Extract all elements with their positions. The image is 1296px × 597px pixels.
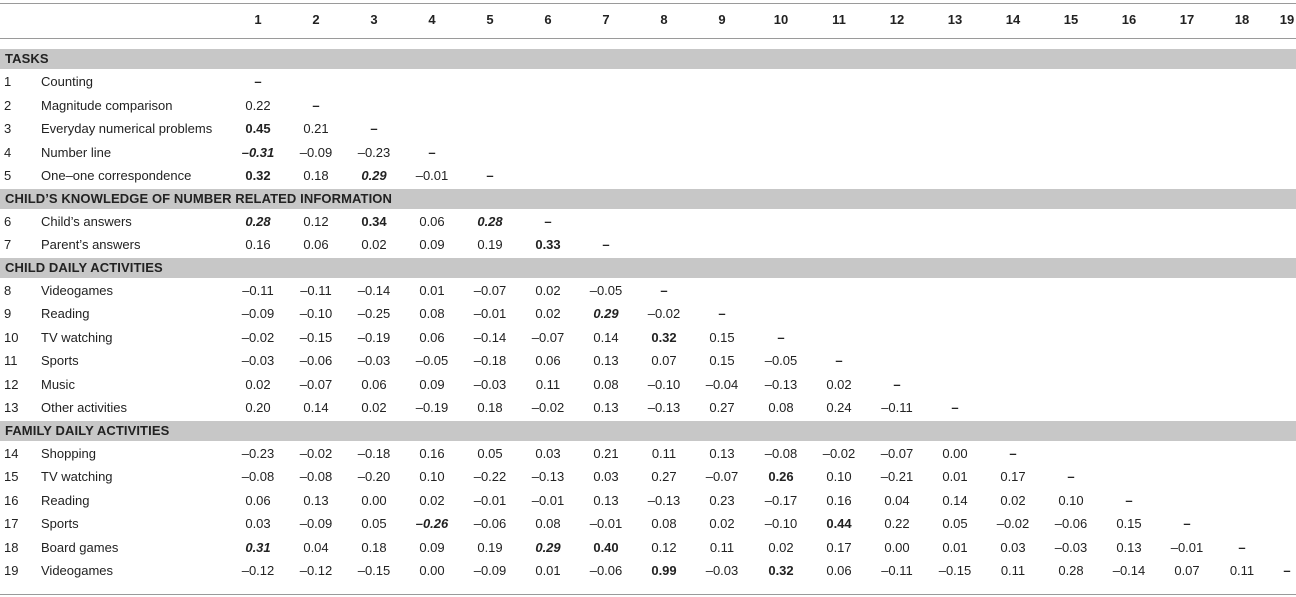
correlation-cell: 0.12 (303, 213, 329, 229)
correlation-cell: –0.06 (1054, 516, 1088, 531)
correlation-cell: 0.02 (419, 492, 445, 508)
correlation-cell: –0.14 (1112, 563, 1146, 578)
correlation-cell: –0.01 (415, 168, 449, 183)
correlation-cell: 0.03 (245, 516, 271, 531)
row-label: Reading (41, 492, 90, 508)
row-number: 16 (4, 492, 19, 508)
correlation-cell: 0.32 (245, 168, 271, 183)
correlation-cell: – (1009, 445, 1017, 461)
correlation-cell: 0.13 (709, 445, 735, 461)
correlation-cell: 0.00 (361, 492, 387, 508)
correlation-cell: 0.06 (245, 492, 271, 508)
correlation-cell: 0.08 (593, 376, 619, 392)
correlation-cell: 0.31 (245, 539, 271, 555)
column-header: 3 (370, 12, 378, 27)
correlation-cell: –0.23 (357, 144, 391, 160)
correlation-cell: 0.33 (535, 237, 561, 252)
correlation-cell: –0.06 (473, 516, 507, 531)
correlation-cell: –0.05 (764, 353, 798, 368)
column-header: 8 (660, 12, 668, 27)
correlation-cell: 0.24 (826, 400, 852, 415)
top-rule (0, 3, 1296, 4)
table-row (0, 95, 1296, 117)
correlation-cell: –0.11 (881, 563, 913, 578)
table-row (0, 211, 1296, 233)
section-header (0, 49, 1296, 69)
correlation-cell: –0.14 (473, 329, 507, 345)
table-row (0, 350, 1296, 372)
correlation-cell: 0.21 (593, 445, 619, 461)
section-header (0, 189, 1296, 209)
table-row (0, 560, 1296, 582)
row-label: Other activities (41, 400, 127, 415)
table-row (0, 142, 1296, 164)
correlation-cell: –0.06 (299, 353, 333, 368)
correlation-cell: 0.27 (651, 469, 677, 484)
correlation-cell: 0.01 (535, 563, 561, 578)
correlation-cell: –0.21 (880, 469, 914, 484)
correlation-cell: 0.29 (535, 539, 561, 555)
correlation-cell: –0.08 (241, 469, 275, 484)
row-label: Shopping (41, 445, 96, 461)
row-label: Videogames (41, 563, 114, 578)
row-number: 2 (4, 97, 12, 113)
table-row (0, 490, 1296, 512)
table-row (0, 466, 1296, 488)
correlation-cell: 0.02 (245, 376, 271, 392)
correlation-cell: 0.01 (942, 539, 968, 555)
correlation-cell: 0.28 (477, 213, 503, 229)
correlation-cell: –0.20 (357, 469, 391, 484)
correlation-cell: 0.40 (593, 539, 619, 555)
correlation-cell: –0.19 (357, 329, 391, 345)
correlation-cell: 0.05 (477, 445, 503, 461)
correlation-cell: –0.11 (300, 282, 332, 298)
correlation-cell: –0.15 (299, 329, 333, 345)
correlation-cell: – (486, 168, 494, 183)
column-header: 4 (428, 12, 436, 27)
correlation-cell: –0.18 (357, 445, 391, 461)
correlation-cell: –0.07 (705, 469, 739, 484)
correlation-cell: 0.00 (884, 539, 910, 555)
correlation-cell: 0.18 (477, 400, 503, 415)
table-row (0, 397, 1296, 419)
row-number: 11 (4, 353, 18, 368)
section-title: CHILD’S KNOWLEDGE OF NUMBER RELATED INFORMATION (5, 190, 392, 206)
row-number: 15 (4, 469, 19, 484)
correlation-cell: 0.06 (419, 329, 445, 345)
correlation-cell: –0.09 (241, 306, 275, 321)
column-header: 17 (1179, 12, 1195, 27)
correlation-cell: –0.01 (473, 306, 507, 321)
correlation-cell: 0.06 (361, 376, 387, 392)
correlation-cell: –0.10 (299, 306, 333, 321)
correlation-cell: 0.08 (651, 516, 677, 531)
correlation-cell: – (428, 144, 436, 160)
row-number: 3 (4, 121, 12, 136)
correlation-cell: –0.09 (299, 516, 333, 531)
correlation-cell: –0.14 (357, 282, 391, 298)
correlation-cell: 0.05 (942, 516, 968, 531)
table-row (0, 118, 1296, 140)
correlation-cell: 0.13 (593, 400, 619, 415)
column-header: 13 (947, 12, 963, 27)
correlation-cell: – (660, 282, 668, 298)
correlation-cell: 0.03 (593, 469, 619, 484)
correlation-cell: 0.23 (709, 492, 735, 508)
correlation-cell: 0.28 (245, 213, 271, 229)
column-header: 11 (832, 12, 846, 27)
correlation-cell: –0.02 (996, 516, 1030, 531)
correlation-cell: –0.19 (415, 400, 449, 415)
column-header: 5 (486, 12, 494, 27)
correlation-cell: 0.08 (419, 306, 445, 321)
correlation-cell: 0.32 (768, 563, 794, 578)
table-row (0, 165, 1296, 187)
section-title: CHILD DAILY ACTIVITIES (5, 259, 163, 275)
correlation-cell: 0.06 (826, 563, 852, 578)
correlation-cell: 0.02 (709, 516, 735, 531)
correlation-cell: 0.02 (535, 282, 561, 298)
correlation-cell: –0.11 (881, 400, 913, 415)
correlation-cell: 0.02 (826, 376, 852, 392)
correlation-cell: 0.10 (419, 469, 445, 484)
correlation-cell: 0.09 (419, 539, 445, 555)
correlation-cell: 0.16 (826, 492, 852, 508)
correlation-cell: 0.10 (826, 469, 852, 484)
correlation-cell: 0.14 (303, 400, 329, 415)
section-title: FAMILY DAILY ACTIVITIES (5, 422, 170, 438)
row-label: TV watching (41, 329, 113, 345)
correlation-cell: 0.06 (303, 237, 329, 252)
correlation-cell: –0.05 (589, 282, 623, 298)
correlation-cell: 0.03 (1000, 539, 1026, 555)
row-label: Music (41, 376, 75, 392)
correlation-cell: 0.02 (1000, 492, 1026, 508)
correlation-cell: –0.03 (1054, 539, 1088, 555)
table-row (0, 303, 1296, 325)
correlation-cell: 0.05 (361, 516, 387, 531)
correlation-cell: –0.10 (647, 376, 681, 392)
correlation-cell: –0.13 (647, 492, 681, 508)
table-row (0, 71, 1296, 93)
correlation-cell: –0.03 (357, 353, 391, 368)
row-number: 19 (4, 563, 19, 578)
correlation-cell: – (312, 97, 320, 113)
correlation-cell: 0.20 (245, 400, 271, 415)
correlation-cell: 0.22 (884, 516, 910, 531)
correlation-cell: – (370, 121, 378, 136)
row-number: 18 (4, 539, 19, 555)
correlation-cell: –0.03 (705, 563, 739, 578)
table-row (0, 537, 1296, 559)
correlation-cell: –0.10 (764, 516, 798, 531)
correlation-cell: – (254, 74, 262, 89)
row-number: 17 (4, 516, 19, 531)
correlation-cell: 0.14 (942, 492, 968, 508)
column-header: 19 (1279, 12, 1295, 27)
correlation-cell: 0.13 (1116, 539, 1142, 555)
correlation-cell: 0.09 (419, 237, 445, 252)
column-header: 6 (544, 12, 552, 27)
correlation-cell: –0.18 (473, 353, 507, 368)
correlation-cell: 0.13 (303, 492, 329, 508)
row-number: 1 (4, 74, 12, 89)
bottom-rule (0, 594, 1296, 595)
row-label: Child’s answers (41, 213, 132, 229)
row-label: One–one correspondence (41, 168, 192, 183)
correlation-cell: 0.17 (826, 539, 852, 555)
correlation-cell: 0.19 (477, 539, 503, 555)
correlation-cell: 0.07 (1174, 563, 1200, 578)
row-number: 10 (4, 329, 19, 345)
row-label: Parent’s answers (41, 237, 141, 252)
correlation-cell: –0.03 (241, 353, 275, 368)
correlation-cell: – (1238, 539, 1246, 555)
correlation-cell: 0.04 (884, 492, 910, 508)
correlation-cell: 0.26 (768, 469, 794, 484)
table-row (0, 280, 1296, 302)
correlation-cell: 0.04 (303, 539, 329, 555)
correlation-cell: 0.15 (709, 329, 735, 345)
correlation-cell: –0.04 (705, 376, 739, 392)
correlation-cell: 0.02 (361, 237, 387, 252)
correlation-cell: –0.23 (241, 445, 275, 461)
column-header: 14 (1005, 12, 1021, 27)
row-number: 6 (4, 213, 12, 229)
correlation-cell: 0.08 (535, 516, 561, 531)
section-header (0, 421, 1296, 441)
correlation-cell: – (1183, 516, 1191, 531)
column-header: 1 (254, 12, 262, 27)
correlation-cell: 0.12 (651, 539, 677, 555)
row-number: 12 (4, 376, 19, 392)
correlation-cell: 0.13 (593, 353, 619, 368)
correlation-cell: 0.01 (419, 282, 445, 298)
correlation-cell: 0.02 (361, 400, 387, 415)
correlation-cell: 0.02 (768, 539, 794, 555)
correlation-cell: 0.27 (709, 400, 735, 415)
correlation-cell: –0.08 (764, 445, 798, 461)
correlation-cell: –0.01 (473, 492, 507, 508)
correlation-cell: – (951, 400, 959, 415)
section-title: TASKS (5, 51, 49, 66)
correlation-cell: 0.11 (1229, 563, 1255, 578)
correlation-cell: –0.13 (531, 469, 565, 484)
correlation-cell: – (777, 329, 785, 345)
column-header: 18 (1234, 12, 1250, 27)
row-number: 13 (4, 400, 19, 415)
correlation-cell: 0.34 (361, 213, 387, 229)
correlation-cell: –0.07 (531, 329, 565, 345)
correlation-cell: – (1125, 492, 1133, 508)
row-label: Counting (41, 74, 94, 89)
row-label: Sports (41, 516, 79, 531)
correlation-cell: 0.99 (651, 563, 677, 578)
column-header: 9 (718, 12, 726, 27)
correlation-cell: –0.09 (473, 563, 507, 578)
correlation-cell: –0.12 (241, 563, 275, 578)
column-header: 2 (312, 12, 320, 27)
correlation-cell: 0.45 (245, 121, 271, 136)
correlation-cell: –0.02 (822, 445, 856, 461)
row-number: 5 (4, 168, 12, 183)
correlation-cell: 0.19 (477, 237, 503, 252)
correlation-cell: –0.02 (647, 306, 681, 321)
correlation-cell: –0.26 (415, 516, 449, 531)
row-label: Board games (41, 539, 119, 555)
row-number: 8 (4, 282, 12, 298)
correlation-cell: 0.10 (1058, 492, 1084, 508)
correlation-cell: 0.03 (535, 445, 561, 461)
row-label: Videogames (41, 282, 114, 298)
correlation-cell: –0.06 (589, 563, 623, 578)
correlation-cell: –0.01 (1170, 539, 1204, 555)
correlation-cell: – (602, 237, 610, 252)
correlation-cell: 0.29 (593, 306, 619, 321)
table-row (0, 327, 1296, 349)
table-row (0, 234, 1296, 256)
correlation-cell: 0.11 (535, 376, 561, 392)
correlation-cell: –0.01 (531, 492, 565, 508)
correlation-cell: –0.09 (299, 144, 333, 160)
correlation-cell: 0.11 (1000, 563, 1026, 578)
header-rule (0, 38, 1296, 39)
correlation-cell: – (1283, 563, 1291, 578)
correlation-cell: –0.15 (357, 563, 391, 578)
row-label: Number line (41, 144, 112, 160)
correlation-cell: –0.17 (764, 492, 798, 508)
correlation-cell: 0.01 (942, 469, 968, 484)
correlation-cell: – (544, 213, 552, 229)
row-number: 14 (4, 445, 19, 461)
correlation-cell: –0.13 (647, 400, 681, 415)
correlation-cell: 0.06 (419, 213, 445, 229)
column-header: 16 (1121, 12, 1137, 27)
correlation-cell: 0.14 (593, 329, 619, 345)
correlation-cell: –0.08 (299, 469, 333, 484)
correlation-cell: –0.25 (357, 306, 391, 321)
correlation-cell: 0.09 (419, 376, 445, 392)
correlation-cell: 0.16 (245, 237, 271, 252)
correlation-cell: 0.29 (361, 168, 387, 183)
correlation-cell: 0.15 (709, 353, 735, 368)
correlation-cell: –0.11 (242, 282, 274, 298)
row-label: Reading (41, 306, 90, 321)
correlation-cell: 0.07 (651, 353, 677, 368)
correlation-cell: – (893, 376, 901, 392)
column-header: 7 (602, 12, 610, 27)
correlation-cell: 0.11 (709, 539, 735, 555)
correlation-cell: 0.21 (303, 121, 329, 136)
row-label: Sports (41, 353, 79, 368)
correlation-cell: 0.17 (1000, 469, 1026, 484)
correlation-cell: –0.07 (473, 282, 507, 298)
correlation-cell: – (718, 306, 726, 321)
correlation-cell: –0.07 (880, 445, 914, 461)
column-header: 15 (1063, 12, 1079, 27)
correlation-cell: –0.22 (473, 469, 507, 484)
row-number: 7 (4, 237, 12, 252)
correlation-cell: –0.03 (473, 376, 507, 392)
correlation-cell: 0.16 (419, 445, 445, 461)
table-row (0, 513, 1296, 535)
correlation-cell: 0.44 (826, 516, 852, 531)
table-row (0, 443, 1296, 465)
section-header (0, 258, 1296, 278)
correlation-cell: 0.32 (651, 329, 677, 345)
correlation-cell: –0.31 (241, 144, 275, 160)
correlation-cell: –0.13 (764, 376, 798, 392)
correlation-cell: –0.05 (415, 353, 449, 368)
correlation-cell: –0.01 (589, 516, 623, 531)
row-label: Magnitude comparison (41, 97, 173, 113)
correlation-cell: 0.22 (245, 97, 271, 113)
row-label: TV watching (41, 469, 113, 484)
row-label: Everyday numerical problems (41, 121, 213, 136)
correlation-cell: 0.02 (535, 306, 561, 321)
correlation-cell: 0.28 (1058, 563, 1084, 578)
correlation-cell: –0.07 (299, 376, 333, 392)
row-number: 9 (4, 306, 12, 321)
correlation-cell: 0.15 (1116, 516, 1142, 531)
correlation-cell: –0.15 (938, 563, 972, 578)
column-header: 12 (889, 12, 905, 27)
correlation-cell: – (1067, 469, 1075, 484)
correlation-cell: –0.02 (241, 329, 275, 345)
correlation-cell: 0.11 (651, 445, 677, 461)
correlation-cell: 0.18 (303, 168, 329, 183)
correlation-cell: –0.12 (299, 563, 333, 578)
correlation-cell: –0.02 (531, 400, 565, 415)
table-row (0, 374, 1296, 396)
correlation-cell: 0.18 (361, 539, 387, 555)
correlation-cell: 0.08 (768, 400, 794, 415)
correlation-cell: 0.00 (942, 445, 968, 461)
correlation-cell: 0.00 (419, 563, 445, 578)
correlation-cell: – (835, 353, 843, 368)
correlation-cell: –0.02 (299, 445, 333, 461)
column-header: 10 (773, 12, 789, 27)
column-header-row (0, 10, 1296, 30)
correlation-cell: 0.13 (593, 492, 619, 508)
row-number: 4 (4, 144, 12, 160)
correlation-cell: 0.06 (535, 353, 561, 368)
